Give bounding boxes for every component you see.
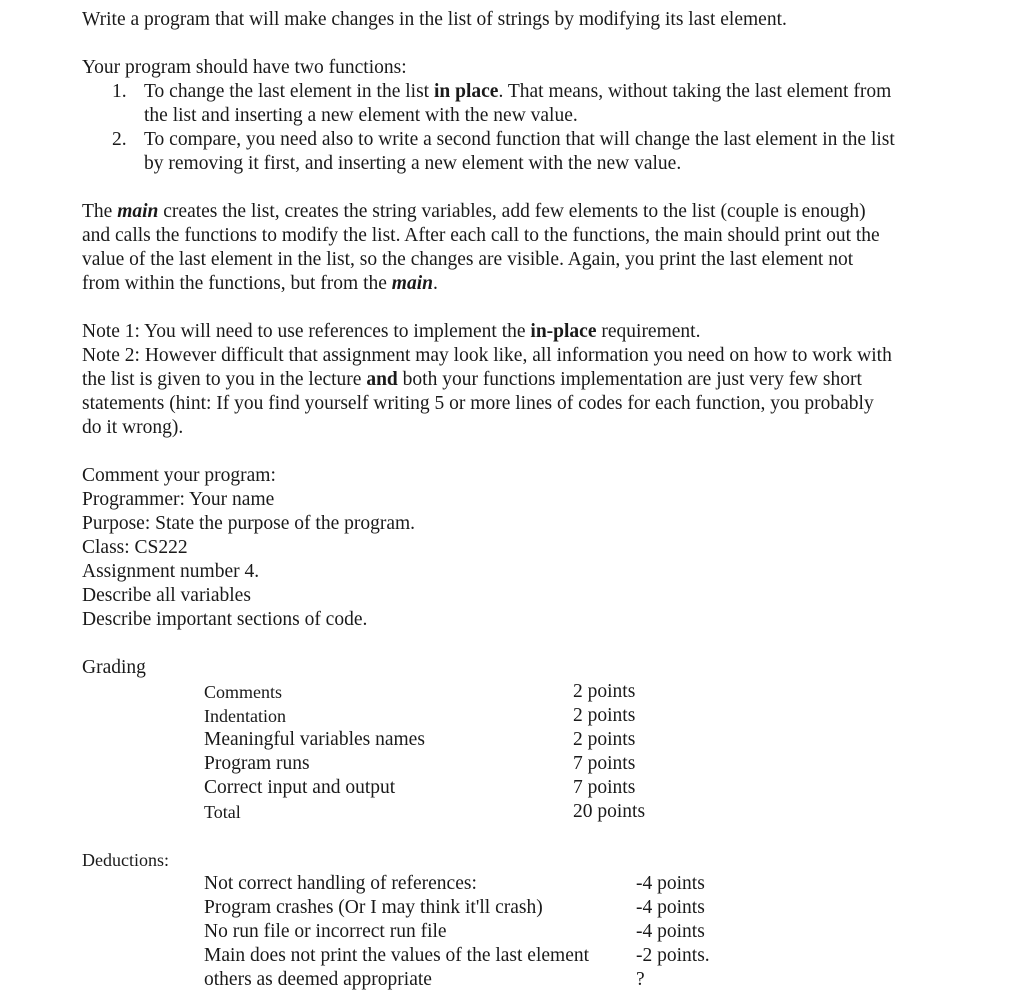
functions-intro: Your program should have two functions: xyxy=(82,57,407,78)
grading-heading: Grading xyxy=(82,657,146,678)
grading-value: 2 points xyxy=(573,729,636,750)
comment-line: Purpose: State the purpose of the program. xyxy=(82,513,416,534)
grading-label: Correct input and output xyxy=(204,777,396,798)
deduction-label: others as deemed appropriate xyxy=(204,969,432,990)
function-item-2-line-2: by removing it first, and inserting a new element with the new value. xyxy=(144,153,682,174)
grading-label: Meaningful variables names xyxy=(204,729,425,750)
deduction-value: -4 points xyxy=(636,897,705,918)
emphasis-and: and xyxy=(366,369,398,390)
deduction-label: Program crashes (Or I may think it'll crash) xyxy=(204,897,543,918)
emphasis-main: main xyxy=(117,201,159,222)
grading-value: 7 points xyxy=(573,777,636,798)
grading-label: Total xyxy=(204,802,241,822)
main-paragraph-line-1: The main creates the list, creates the string variables, add few elements to the list (couple is enough) xyxy=(82,201,866,222)
emphasis-main: main xyxy=(391,273,433,294)
note-1: Note 1: You will need to use references to implement the in-place requirement. xyxy=(82,321,701,342)
deduction-value: -4 points xyxy=(636,921,705,942)
comment-line: Describe important sections of code. xyxy=(82,609,368,630)
comment-line: Assignment number 4. xyxy=(82,561,260,582)
function-item-1-line-2: the list and inserting a new element with the new value. xyxy=(144,105,578,126)
grading-value: 7 points xyxy=(573,753,636,774)
grading-label: Program runs xyxy=(204,753,310,774)
comment-line: Comment your program: xyxy=(82,465,276,486)
deduction-value: ? xyxy=(636,969,645,990)
grading-value: 20 points xyxy=(573,801,646,822)
deduction-label: No run file or incorrect run file xyxy=(204,921,447,942)
note-2-line-1: Note 2: However difficult that assignment may look like, all information you need on how to work with xyxy=(82,345,892,366)
deduction-label: Not correct handling of references: xyxy=(204,873,477,894)
assignment-title: Write a program that will make changes in the list of strings by modifying its last element. xyxy=(82,9,787,30)
note-2-line-4: do it wrong). xyxy=(82,417,184,438)
list-number: 1. xyxy=(112,81,127,102)
deduction-value: -2 points. xyxy=(636,945,710,966)
function-item-1-line-1: To change the last element in the list in place. That means, without taking the last element from xyxy=(144,81,892,102)
comment-line: Describe all variables xyxy=(82,585,251,606)
emphasis-in-place: in-place xyxy=(530,321,597,342)
deduction-value: -4 points xyxy=(636,873,705,894)
emphasis-in-place: in place xyxy=(433,81,499,102)
grading-label: Comments xyxy=(204,682,283,702)
deduction-label: Main does not print the values of the last element xyxy=(204,945,590,966)
note-2-line-2: the list is given to you in the lecture and both your functions implementation are just very few short xyxy=(82,369,862,390)
main-paragraph-line-2: and calls the functions to modify the list. After each call to the functions, the main should print out the xyxy=(82,225,880,246)
function-item-2-line-1: To compare, you need also to write a second function that will change the last element in the list xyxy=(144,129,895,150)
grading-value: 2 points xyxy=(573,705,636,726)
main-paragraph-line-4: from within the functions, but from the main. xyxy=(82,273,438,294)
grading-label: Indentation xyxy=(204,706,286,726)
deductions-heading: Deductions: xyxy=(82,850,169,870)
main-paragraph-line-3: value of the last element in the list, so the changes are visible. Again, you print the last element not xyxy=(82,249,854,270)
comment-line: Class: CS222 xyxy=(82,537,188,558)
list-number: 2. xyxy=(112,129,127,150)
grading-value: 2 points xyxy=(573,681,636,702)
note-2-line-3: statements (hint: If you find yourself writing 5 or more lines of codes for each function, you probably xyxy=(82,393,874,414)
comment-line: Programmer: Your name xyxy=(82,489,275,510)
